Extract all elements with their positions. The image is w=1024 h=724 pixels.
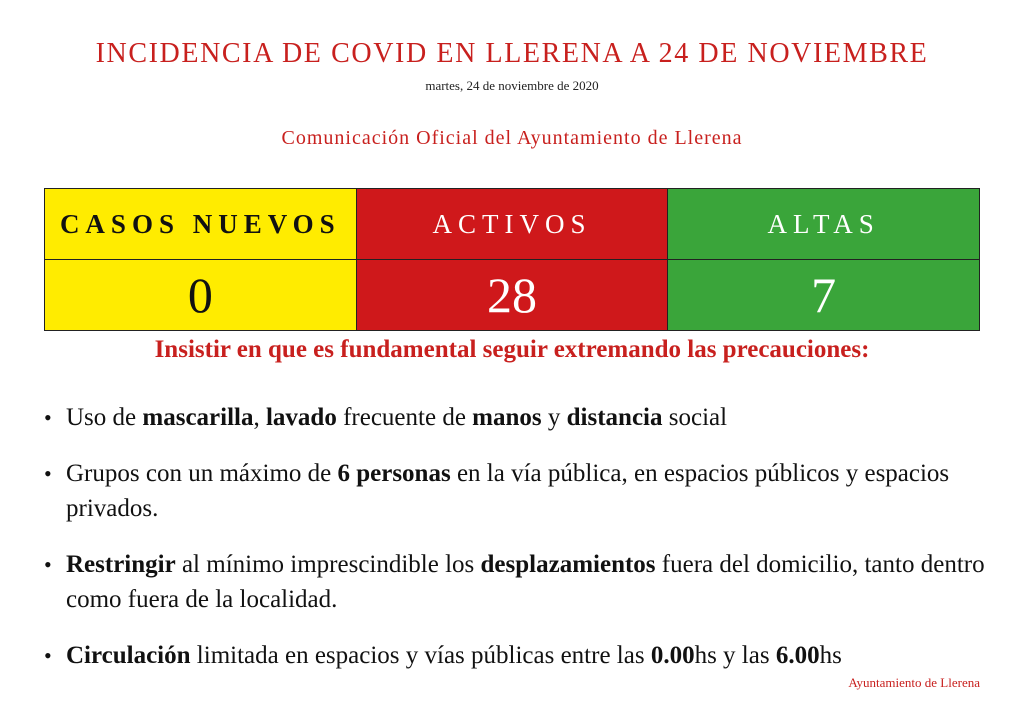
emphasis-text: 0.00 <box>650 642 695 669</box>
precaution-item <box>44 638 994 673</box>
bullet-icon: • <box>44 461 52 486</box>
discharges-label: ALTAS <box>668 189 980 260</box>
active-cases-value: 28 <box>356 260 668 331</box>
item-text: en la vía pública, en espacios públicos y espacios privados. <box>66 460 950 522</box>
item-text: Grupos con un máximo de <box>66 460 338 487</box>
item-text: social <box>662 404 728 431</box>
covid-stats-table <box>44 188 980 331</box>
emphasis-text: mascarilla <box>142 404 254 431</box>
emphasis-text: lavado <box>265 404 337 431</box>
footer-signature: Ayuntamiento de Llerena <box>848 675 980 690</box>
precaution-item <box>44 456 994 526</box>
emphasis-text: manos <box>472 404 542 431</box>
publication-date: martes, 24 de noviembre de 2020 <box>425 78 599 93</box>
precautions-notice: Insistir en que es fundamental seguir extremando las precauciones: <box>154 336 870 363</box>
emphasis-text: distancia <box>566 404 663 431</box>
precautions-list <box>44 400 994 694</box>
stats-values-row <box>45 260 980 331</box>
bullet-icon: • <box>44 552 52 577</box>
discharges-value: 7 <box>668 260 980 331</box>
emphasis-text: Restringir <box>66 551 176 578</box>
bullet-icon: • <box>44 405 52 430</box>
item-text: hs y las <box>694 642 776 669</box>
emphasis-text: 6.00 <box>775 642 820 669</box>
item-text: Uso de <box>66 404 143 431</box>
emphasis-text: Circulación <box>66 642 191 669</box>
item-text: hs <box>819 642 842 669</box>
item-text: limitada en espacios y vías públicas entre las <box>190 642 651 669</box>
item-text: , <box>253 404 266 431</box>
precaution-item <box>44 400 994 435</box>
emphasis-text: 6 personas <box>337 460 451 487</box>
page-title: INCIDENCIA DE COVID EN LLERENA A 24 DE NOVIEMBRE <box>95 38 929 69</box>
official-subtitle: Comunicación Oficial del Ayuntamiento de Llerena <box>281 127 743 149</box>
item-text: y <box>541 404 567 431</box>
new-cases-label: CASOS NUEVOS <box>45 189 357 260</box>
bullet-icon: • <box>44 643 52 668</box>
emphasis-text: desplazamientos <box>480 551 656 578</box>
precaution-item <box>44 547 994 617</box>
item-text: al mínimo imprescindible los <box>175 551 481 578</box>
stats-header-row <box>45 189 980 260</box>
new-cases-value: 0 <box>45 260 357 331</box>
item-text: frecuente de <box>336 404 473 431</box>
active-cases-label: ACTIVOS <box>356 189 668 260</box>
item-text: fuera del domicilio, tanto dentro como fuera de la localidad. <box>66 551 985 613</box>
